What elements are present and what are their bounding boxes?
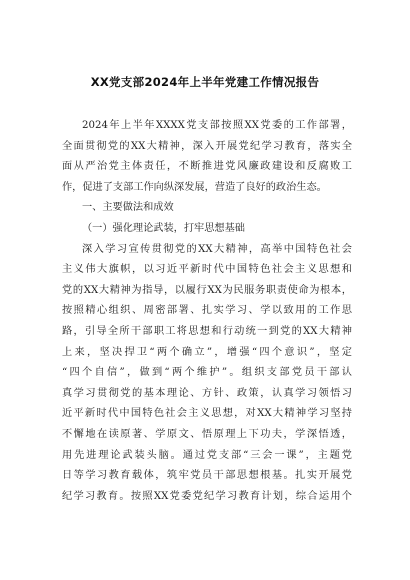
paragraph-1-line-4: 作，促进了支部工作向纵深发展，营造了良好的政治生态。 <box>62 181 327 193</box>
paragraph-2-line-2: 主义伟大旗帜，以习近平新时代中国特色社会主义思想和 <box>62 264 352 276</box>
paragraph-2-line-6: 上来，坚决捍卫“两个确立”，增强“四个意识”，坚定 <box>62 346 352 358</box>
paragraph-2-line-9: 近平新时代中国特色社会主义思想，对XX大精神学习坚持 <box>62 408 352 420</box>
paragraph-1-line-2: 全面贯彻党的XX大精神，深入开展党纪学习教育，落实全 <box>62 140 352 152</box>
paragraph-1-line-1: 2024年上半年XXXX党支部按照XX党委的工作部署， <box>82 120 352 131</box>
paragraph-2-line-3: 党的XX大精神为指导，以履行XX为民服务职责使命为根本， <box>62 284 352 296</box>
paragraph-2-line-8: 真学习贯彻党的基本理论、方针、政策，认真学习领悟习 <box>62 387 352 399</box>
paragraph-2-line-10: 不懈地在读原著、学原文、悟原理上下功夫，学深悟透， <box>62 428 352 440</box>
subsection-heading-1: （一）强化理论武装，打牢思想基础 <box>82 222 245 234</box>
paragraph-2-line-7: “四个自信”，做到“两个维护”。组织支部党员干部认 <box>62 367 352 379</box>
paragraph-2-line-5: 路，引导全所干部职工将思想和行动统一到党的XX大精神 <box>62 325 352 337</box>
paragraph-2-line-12: 日等学习教育载体，筑牢党员干部思想根基。扎实开展党 <box>62 470 352 482</box>
paragraph-2-line-13: 纪学习教育。按照XX党委党纪学习教育计划，综合运用个 <box>62 490 352 502</box>
paragraph-2-line-1: 深入学习宣传贯彻党的XX大精神，高举中国特色社会 <box>82 243 352 255</box>
paragraph-2-line-11: 用先进理论武装头脑。通过党支部“三会一课”，主题党 <box>62 449 352 461</box>
paragraph-1-line-3: 面从严治党主体责任，不断推进党风廉政建设和反腐败工 <box>62 161 352 173</box>
document-title: XX党支部2024年上半年党建工作情况报告 <box>90 75 320 89</box>
section-heading-1: 一、主要做法和成效 <box>82 202 174 214</box>
paragraph-2-line-4: 按照精心组织、周密部署、扎实学习、学以致用的工作思 <box>62 305 352 317</box>
document-body <box>62 116 352 507</box>
